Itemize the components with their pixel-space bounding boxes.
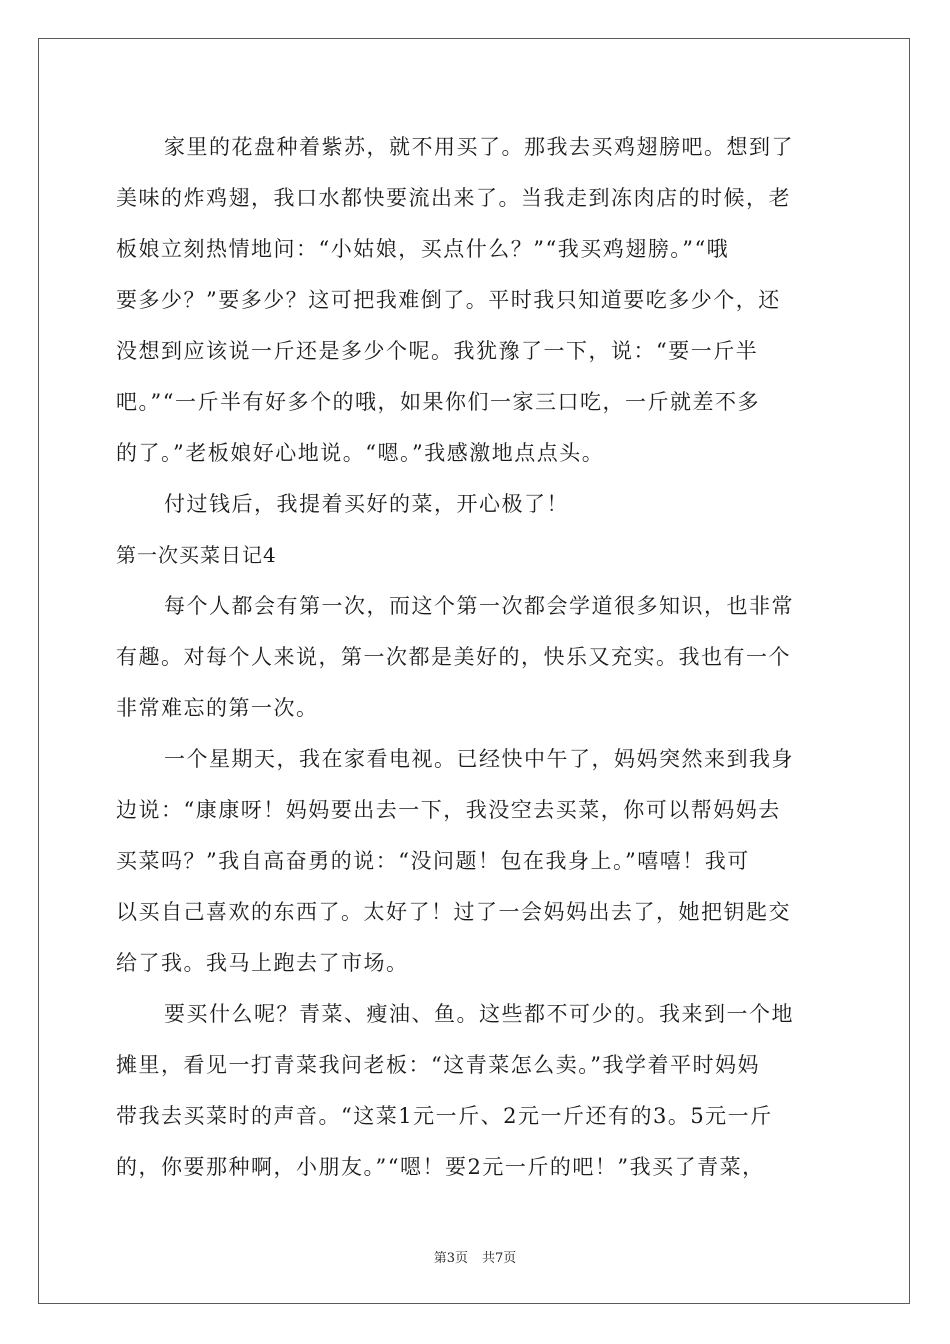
text-line: 带我去买菜时的声音。“这菜1元一斤、2元一斤还有的3。5元一斤 — [116, 1104, 773, 1128]
text-line: 有趣。对每个人来说，第一次都是美好的，快乐又充实。我也有一个 — [116, 645, 791, 669]
text-line: 以买自己喜欢的东西了。太好了！过了一会妈妈出去了，她把钥匙交 — [116, 900, 791, 924]
text-line: 没想到应该说一斤还是多少个呢。我犹豫了一下，说：“要一斤半 — [116, 339, 759, 363]
text-line: 摊里，看见一打青菜我问老板：“这青菜怎么卖。”我学着平时妈妈 — [116, 1053, 760, 1077]
text-line: 吧。”“一斤半有好多个的哦，如果你们一家三口吃，一斤就差不多 — [116, 390, 760, 414]
text-line: 的，你要那种啊，小朋友。”“嗯！要2元一斤的吧！”我买了青菜， — [116, 1155, 765, 1179]
text-line: 非常难忘的第一次。 — [116, 696, 319, 720]
text-line: 付过钱后，我提着买好的菜，开心极了！ — [164, 492, 569, 516]
text-line: 要买什么呢？青菜、瘦油、鱼。这些都不可少的。我来到一个地 — [164, 1002, 794, 1026]
page-number: 第3页 — [433, 1251, 468, 1266]
text-line: 要多少？”要多少？这可把我难倒了。平时我只知道要吃多少个，还 — [116, 288, 781, 312]
text-line: 家里的花盘种着紫苏，就不用买了。那我去买鸡翅膀吧。想到了 — [164, 135, 794, 159]
text-line: 每个人都会有第一次，而这个第一次都会学道很多知识，也非常 — [164, 594, 794, 618]
text-line: 板娘立刻热情地问：“小姑娘，买点什么？”“我买鸡翅膀。”“哦 — [116, 237, 730, 261]
page-footer — [0, 1247, 950, 1266]
section-heading: 第一次买菜日记4 — [116, 543, 277, 567]
text-line: 一个星期天，我在家看电视。已经快中午了，妈妈突然来到我身 — [164, 747, 794, 771]
page-total: 共7页 — [482, 1251, 517, 1266]
text-line: 边说：“康康呀！妈妈要出去一下，我没空去买菜，你可以帮妈妈去 — [116, 798, 781, 822]
document-body — [116, 122, 836, 1193]
text-line: 美味的炸鸡翅，我口水都快要流出来了。当我走到冻肉店的时候，老 — [116, 186, 791, 210]
text-line: 给了我。我马上跑去了市场。 — [116, 951, 409, 975]
text-line: 买菜吗？”我自高奋勇的说：“没问题！包在我身上。”嘻嘻！我可 — [116, 849, 750, 873]
text-line: 的了。”老板娘好心地说。“嗯。”我感激地点点头。 — [116, 441, 605, 465]
